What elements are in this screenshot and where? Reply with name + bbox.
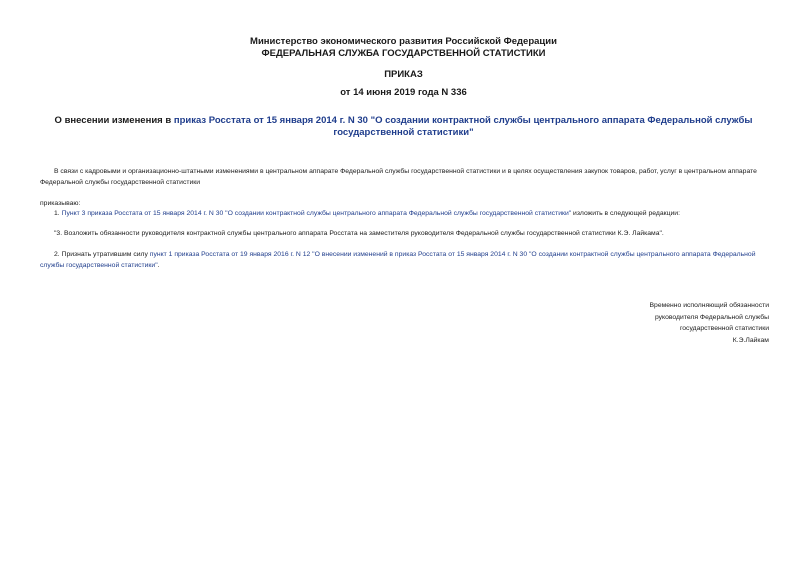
- document-type: ПРИКАЗ: [384, 69, 423, 80]
- item-1-rest: изложить в следующей редакции:: [571, 210, 680, 217]
- agency-name: ФЕДЕРАЛЬНАЯ СЛУЖБА ГОСУДАРСТВЕННОЙ СТАТИСТИКИ: [261, 48, 546, 59]
- signatory-name: К.Э.Лайкам: [732, 336, 769, 344]
- document-title: [32, 115, 775, 139]
- title-link[interactable]: приказ Росстата от 15 января 2014 г. N 30 "О создании контрактной службы центрального аппарата Федеральной службы государственной статистики": [173, 115, 753, 138]
- signature-line-3: государственной статистики: [679, 325, 769, 332]
- item-2-link[interactable]: пункт 1 приказа Росстата от 19 января 2016 г. N 12 "О внесении изменений в приказ Росстата от 15 января 2014 г. N 30 "О создании контрактной службы центрального аппарата Федеральной службы государственной статистики": [40, 251, 756, 269]
- item-1-quote: "3. Возложить обязанности руководителя контрактной службы центрального аппарата Росстата на заместителя руководителя Федеральной службы государственной статистики К.Э. Лайкама".: [54, 230, 664, 237]
- title-prefix: О внесении изменения в: [54, 115, 174, 126]
- item-2-number: 2. Признать утратившим силу: [54, 251, 150, 258]
- item-1-link[interactable]: Пункт 3 приказа Росстата от 15 января 2014 г. N 30 "О создании контрактной службы центрального аппарата Федеральной службы государственной статистики": [61, 210, 572, 217]
- item-2-rest: .: [157, 262, 160, 269]
- item-1: [40, 208, 770, 219]
- intro-paragraph: В связи с кадровыми и организационно-штатными изменениями в центральном аппарате Федеральной службы государственной статистики и в целях осуществления закупок товаров, работ, услуг в центральном аппарате Федеральной службы государственной статистики: [40, 168, 757, 186]
- signature-block: [650, 300, 770, 346]
- document-date-number: от 14 июня 2019 года N 336: [340, 87, 467, 98]
- item-2: [40, 249, 770, 271]
- order-word: приказываю:: [40, 200, 81, 207]
- signature-line-2: руководителя Федеральной службы: [654, 313, 769, 321]
- item-1-number: 1.: [54, 210, 62, 217]
- ministry-name: Министерство экономического развития Российской Федерации: [250, 36, 557, 47]
- signature-line-1: Временно исполняющий обязанности: [649, 302, 769, 309]
